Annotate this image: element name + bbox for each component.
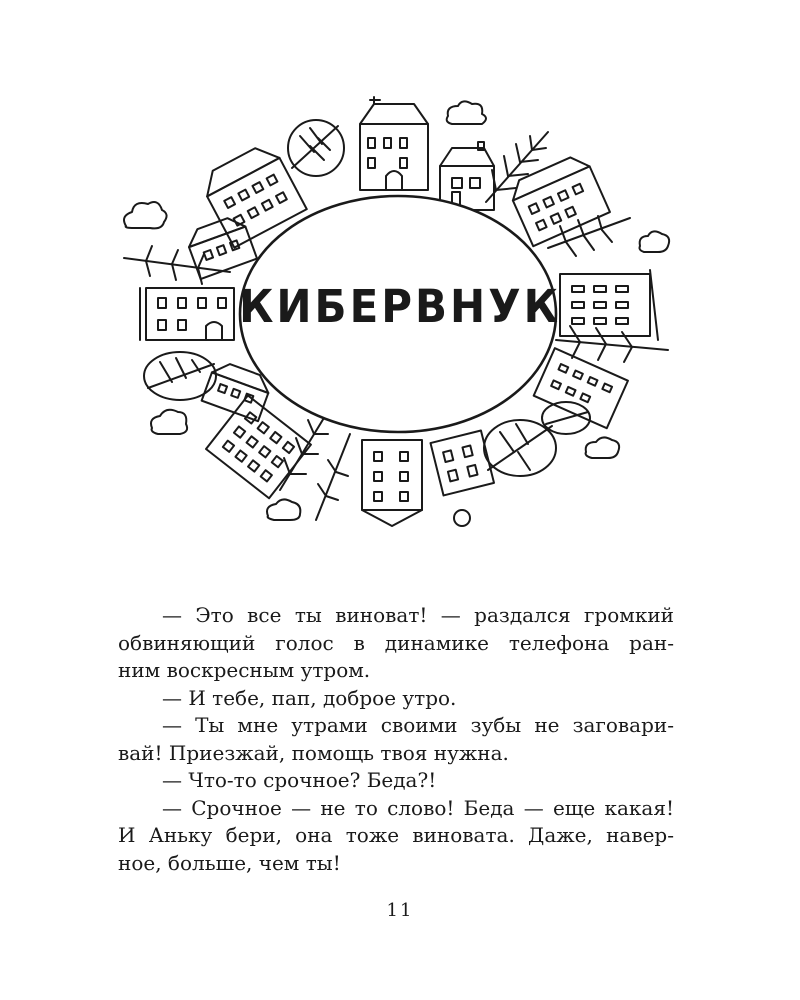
text-line: — Это все ты виноват! — раздался громкий [162,603,674,627]
cloud-icon [586,437,620,458]
chapter-title: КИБЕРВНУК [239,280,561,333]
house-icon [534,348,628,428]
text-line: вай! Приезжай, помощь твоя нужна. [118,740,509,765]
house-icon [206,395,311,498]
text-line: — И тебе, пап, доброе утро. [162,685,457,710]
tree-icon [144,352,216,400]
cloud-icon [447,101,486,124]
fern-icon [486,132,548,202]
tree-icon [484,420,556,476]
cloud-icon [267,499,300,520]
fern-icon [280,408,330,490]
text-line: обвиняющий голос в динамике телефона ран- [118,630,674,655]
fern-icon [316,434,350,520]
text-line: ним воскресным утром. [118,658,371,682]
text-body [118,602,674,877]
text-line: — Ты мне утрами своими зубы не заговари- [162,713,674,737]
fern-icon [124,246,230,284]
cloud-icon [124,202,167,228]
tree-icon [288,120,344,176]
cloud-icon [640,231,670,252]
text-line: — Что-то срочное? Беда?! [162,768,437,792]
page-number: 11 [386,900,414,921]
text-line: И Аньку бери, она тоже виновата. Даже, навер- [118,823,674,847]
house-icon [362,440,422,526]
house-icon [440,142,494,210]
house-icon [360,97,428,190]
cloud-icon [454,510,470,526]
text-line: ное, больше, чем ты! [118,850,341,875]
cloud-icon [151,410,187,434]
text-line: — Срочное — не то слово! Беда — еще какая! [162,795,674,820]
